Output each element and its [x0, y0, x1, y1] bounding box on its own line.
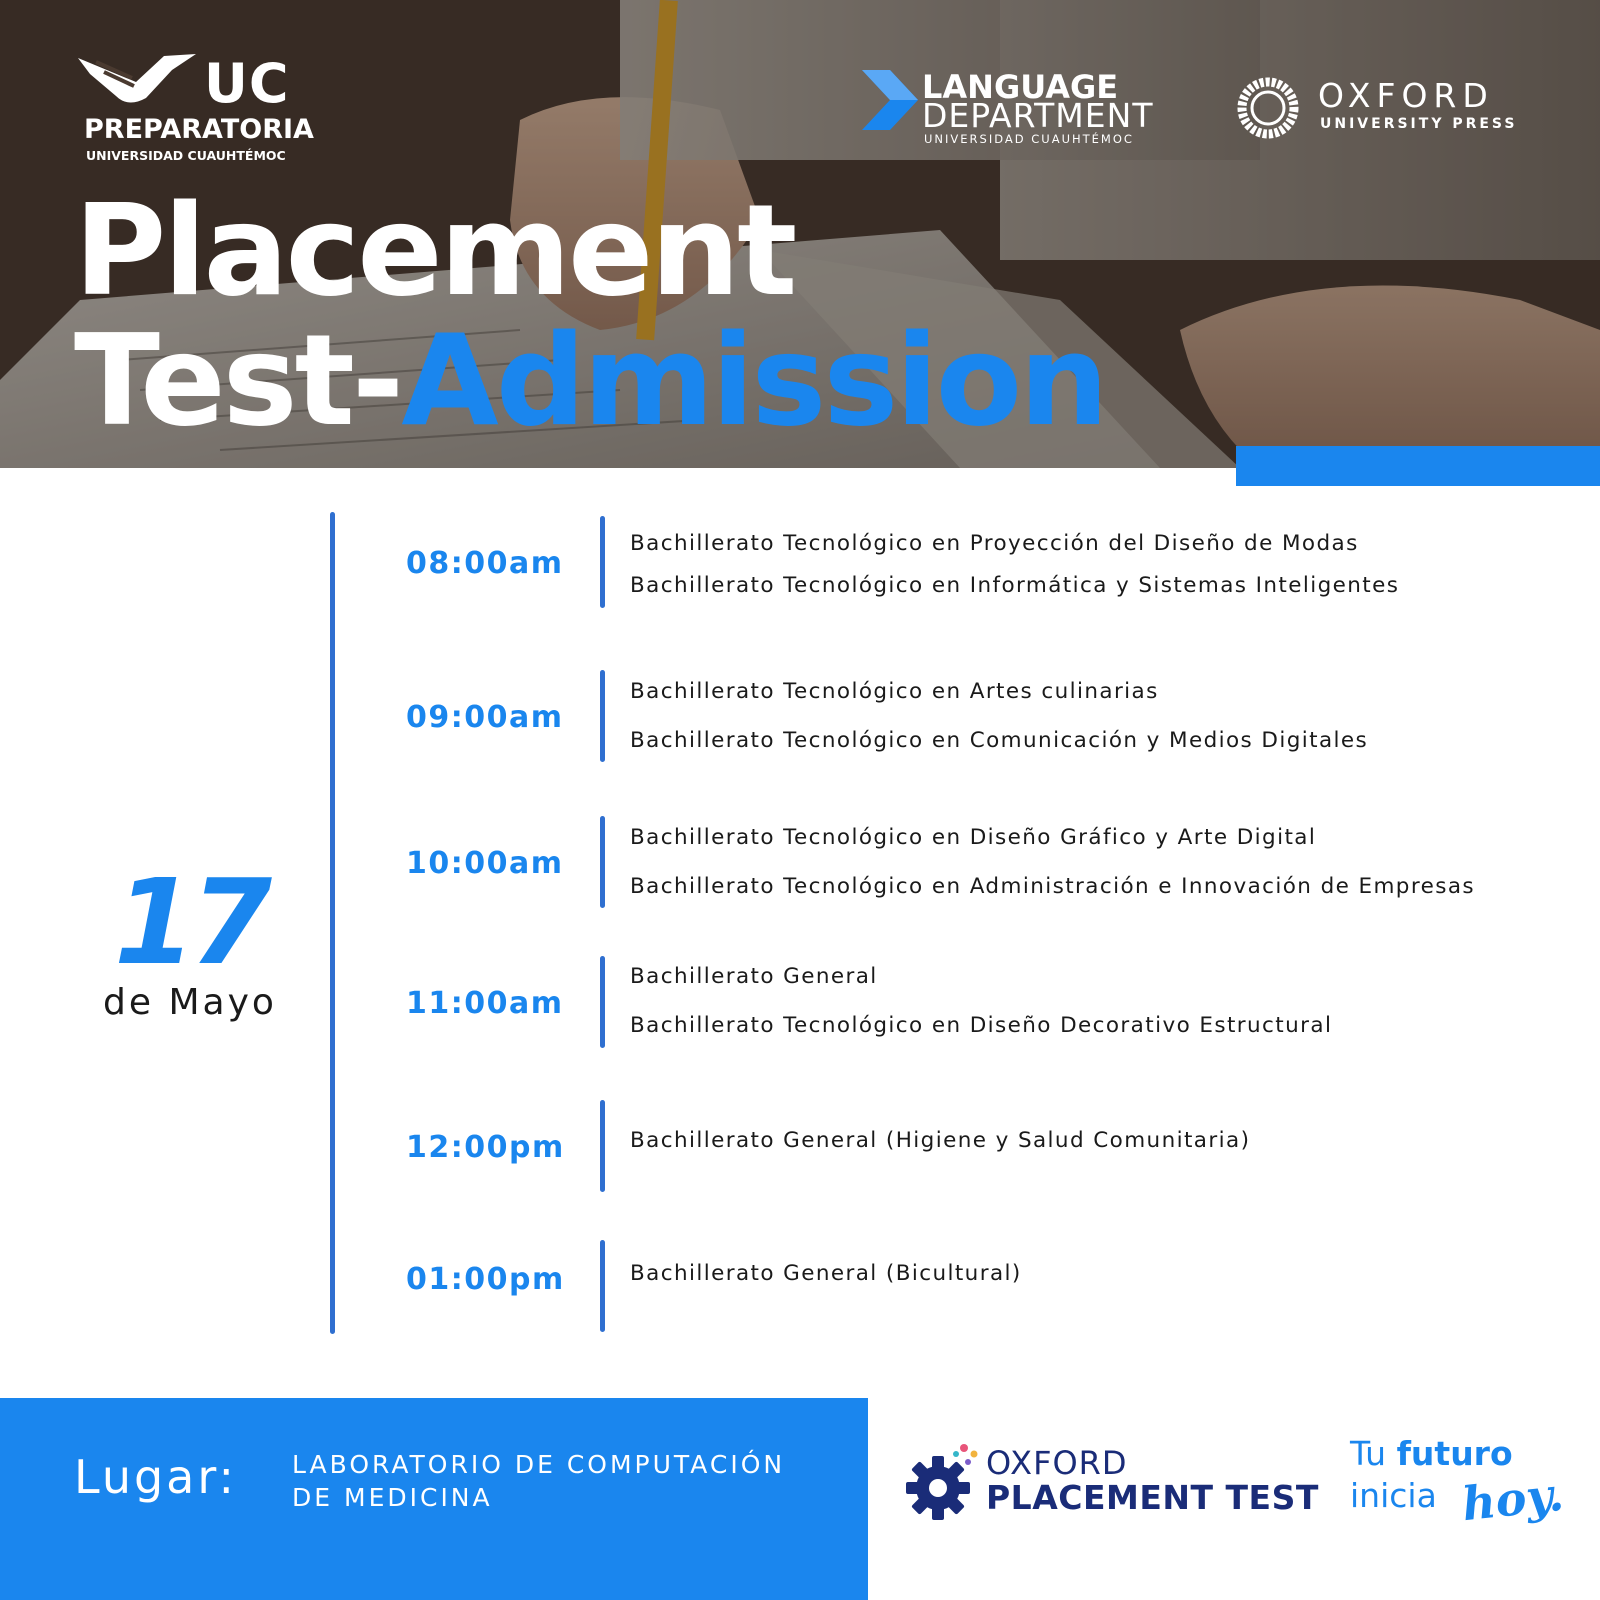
page-title — [74, 177, 1106, 454]
language-logo-line2: DEPARTMENT — [922, 96, 1154, 135]
tagline-hoy: hoy. — [1459, 1466, 1567, 1532]
location-line2: DE MEDICINA — [292, 1483, 493, 1512]
schedule-slot — [340, 516, 1570, 612]
title-line1: Placement — [74, 177, 795, 324]
schedule-slot — [340, 816, 1570, 912]
uc-mark: UC — [204, 52, 290, 115]
slot-program: Bachillerato Tecnológico en Comunicación y Medios Digitales — [630, 728, 1369, 753]
slot-bar — [600, 516, 605, 608]
date-day: 17 — [113, 853, 267, 991]
slot-time: 11:00am — [406, 986, 564, 1021]
tagline-futuro: futuro — [1396, 1434, 1513, 1473]
uc-logo-line1: PREPARATORIA — [84, 114, 314, 145]
slot-time: 08:00am — [406, 546, 564, 581]
tagline-tu: Tu — [1350, 1434, 1387, 1473]
slot-program: Bachillerato Tecnológico en Administración e Innovación de Empresas — [630, 874, 1476, 899]
slot-program: Bachillerato General — [630, 964, 878, 989]
date-month: de Mayo — [103, 982, 277, 1023]
schedule-slot — [340, 956, 1570, 1052]
oxford-placement-test-logo — [904, 1440, 1324, 1530]
slot-program: Bachillerato Tecnológico en Artes culinarias — [630, 679, 1159, 704]
slot-program: Bachillerato General (Bicultural) — [630, 1261, 1022, 1286]
slot-time: 01:00pm — [406, 1262, 565, 1297]
schedule-slot — [340, 670, 1570, 766]
location-line1: LABORATORIO DE COMPUTACIÓN — [292, 1450, 786, 1479]
oxford-logo-line1: OXFORD — [1318, 76, 1494, 115]
slot-bar — [600, 956, 605, 1048]
language-logo-line3: UNIVERSIDAD CUAUHTÉMOC — [924, 132, 1134, 146]
opt-logo-line1: OXFORD — [986, 1444, 1128, 1482]
uc-logo-line2: UNIVERSIDAD CUAUHTÉMOC — [86, 148, 286, 163]
schedule-slot — [340, 1100, 1570, 1196]
schedule-slot — [340, 1240, 1570, 1336]
slot-program: Bachillerato Tecnológico en Proyección del Diseño de Modas — [630, 531, 1359, 556]
slot-time: 12:00pm — [406, 1130, 565, 1165]
slot-bar — [600, 670, 605, 762]
slot-time: 10:00am — [406, 846, 564, 881]
language-logo-line1: LANGUAGE — [922, 68, 1119, 106]
slot-program: Bachillerato General (Higiene y Salud Comunitaria) — [630, 1128, 1251, 1153]
tagline — [1350, 1434, 1580, 1544]
slot-time: 09:00am — [406, 700, 564, 735]
tagline-line1 — [1350, 1434, 1513, 1473]
oxford-ring-icon — [1234, 74, 1302, 142]
location-label: Lugar: — [74, 1450, 237, 1504]
slot-bar — [600, 1240, 605, 1332]
oxford-university-press-logo — [1234, 74, 1534, 144]
title-line2-accent: Admission — [401, 307, 1106, 454]
title-line2 — [74, 307, 1106, 454]
title-line2-white: Test- — [74, 307, 402, 454]
hero-accent-bar — [1236, 446, 1600, 486]
oxford-logo-line2: UNIVERSITY PRESS — [1320, 116, 1518, 132]
uc-bird-icon — [76, 52, 198, 108]
slot-program: Bachillerato Tecnológico en Informática y Sistemas Inteligentes — [630, 573, 1400, 598]
slot-bar — [600, 816, 605, 908]
location-panel — [0, 1398, 868, 1600]
date-block — [70, 853, 310, 1023]
schedule-divider — [330, 512, 335, 1334]
gear-icon — [904, 1440, 980, 1520]
language-department-logo — [862, 68, 1182, 148]
slot-program: Bachillerato Tecnológico en Diseño Gráfico y Arte Digital — [630, 825, 1317, 850]
tagline-inicia: inicia — [1350, 1476, 1437, 1515]
language-chevron-icon — [862, 70, 920, 130]
opt-logo-line2: PLACEMENT TEST — [986, 1478, 1319, 1517]
slot-bar — [600, 1100, 605, 1192]
slot-program: Bachillerato Tecnológico en Diseño Decorativo Estructural — [630, 1013, 1333, 1038]
hero-photo — [0, 0, 1600, 468]
